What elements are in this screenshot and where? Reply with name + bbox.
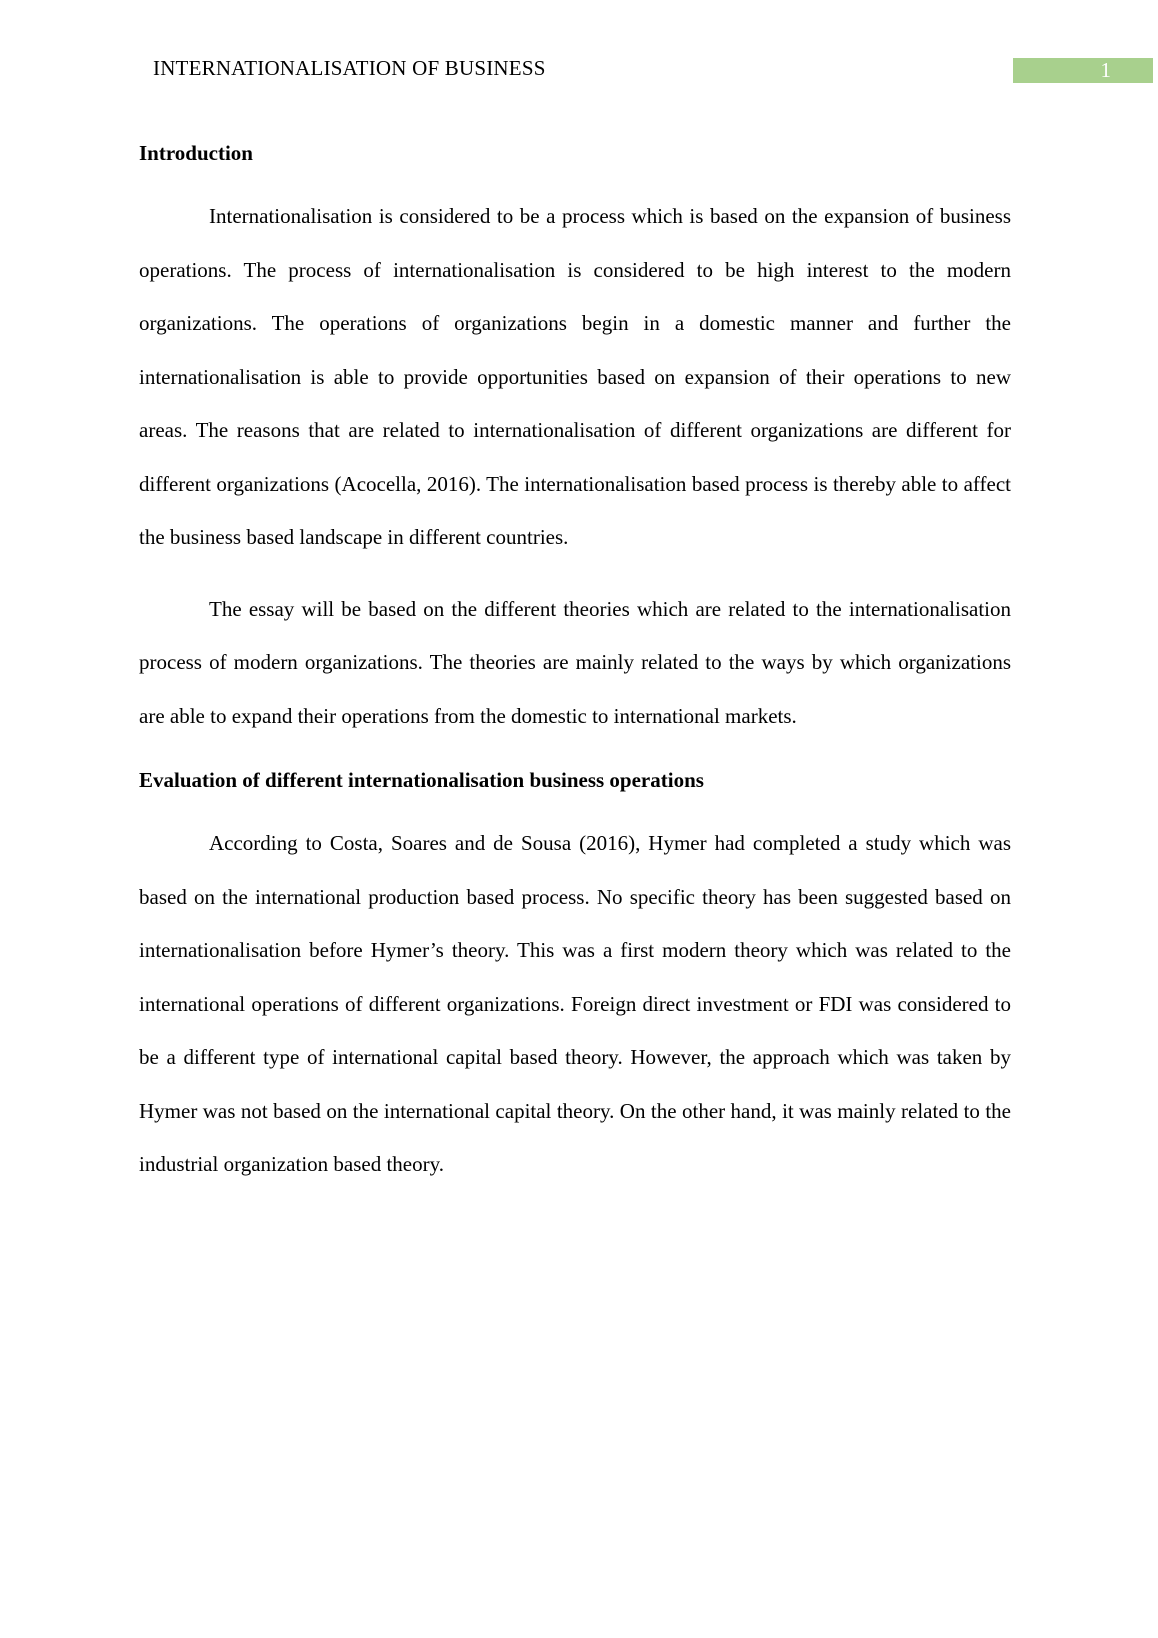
evaluation-paragraph-1: According to Costa, Soares and de Sousa (2016), Hymer had completed a study which was based on the international production based process. No specific theory has been suggested based on internationalisation before Hymer’s theory. This was a first modern theory which was related to the international operations of different organizations. Foreign direct investment or FDI was considered to be a different type of international capital based theory. However, the approach which was taken by Hymer was not based on the international capital theory. On the other hand, it was mainly related to the industrial organization based theory. — [139, 831, 1011, 1176]
introduction-paragraph-2: The essay will be based on the different theories which are related to the internationalisation process of modern organizations. The theories are mainly related to the ways by which organizations are able to expand their operations from the domestic to international markets. — [139, 596, 1011, 728]
page-number-badge — [1013, 58, 1153, 83]
introduction-paragraph-1: Internationalisation is considered to be a process which is based on the expansion of business operations. The process of internationalisation is considered to be high interest to the modern organizations. The operations of organizations begin in a domestic manner and further the internationalisation is able to provide opportunities based on expansion of their operations to new areas. The reasons that are related to internationalisation of different organizations are different for different organizations (Acocella, 2016). The internationalisation based process is thereby able to affect the business based landscape in different countries. — [139, 204, 1011, 549]
running-head-title: INTERNATIONALISATION OF BUSINESS — [153, 56, 546, 80]
section-heading-evaluation: Evaluation of different internationalisation business operations — [139, 768, 704, 792]
page-number: 1 — [1100, 58, 1111, 82]
document-body — [139, 134, 1011, 1192]
section-heading-introduction: Introduction — [139, 141, 253, 165]
